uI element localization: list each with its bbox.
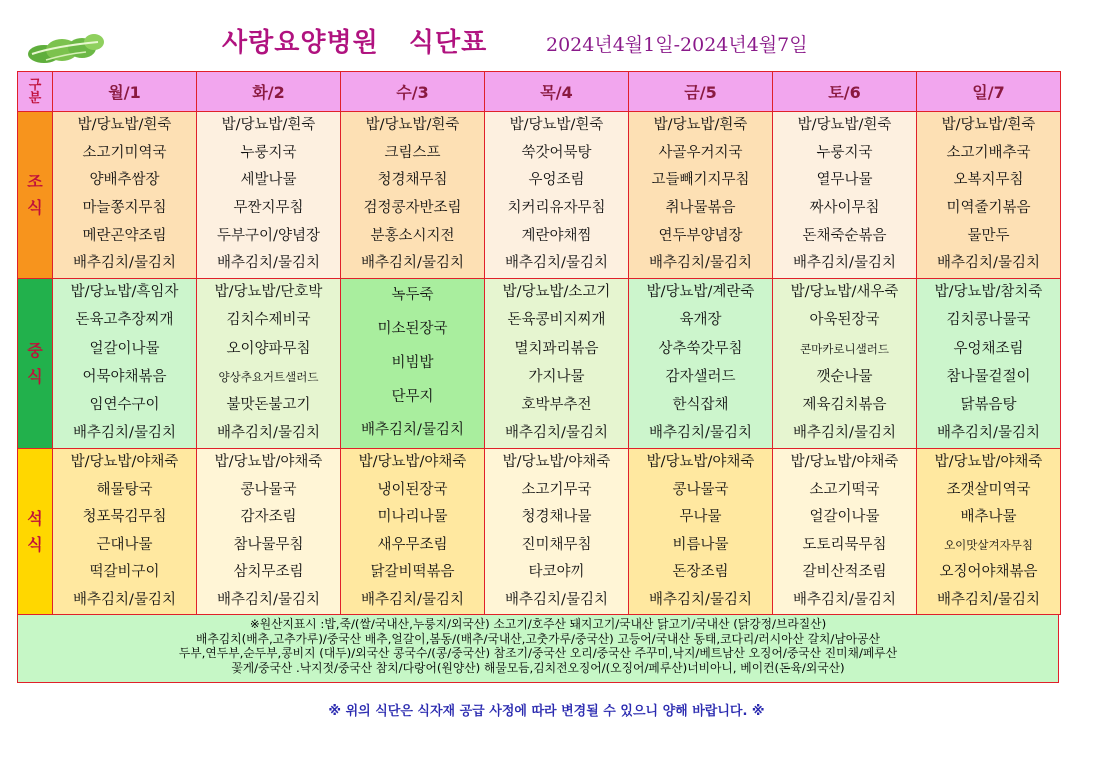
menu-item: 사골우거지국 (658, 144, 743, 161)
menu-item: 김치콩나물국 (946, 312, 1031, 329)
menu-cell (341, 449, 485, 615)
meal-row-dinner (18, 449, 1061, 615)
menu-cell (485, 279, 629, 449)
menu-item: 콘마카로니샐러드 (800, 341, 889, 356)
menu-item: 단무지 (391, 388, 434, 405)
menu-item: 삼치무조림 (233, 564, 304, 580)
menu-item: 계란야채찜 (521, 227, 592, 244)
menu-cell (917, 449, 1061, 615)
menu-item: 치커리유자무침 (507, 200, 606, 217)
menu-item: 감자조림 (240, 509, 297, 525)
menu-cell (53, 279, 197, 449)
menu-item: 도토리묵무침 (802, 536, 887, 553)
menu-item: 밥/당뇨밥/야채죽 (358, 454, 467, 470)
menu-item: 얼갈이나물 (809, 509, 880, 525)
menu-item: 배추김치/물김치 (793, 425, 896, 442)
meal-label-text: 석식 (27, 508, 43, 554)
menu-item: 닭볶음탕 (960, 396, 1017, 413)
menu-item: 미역줄기볶음 (946, 200, 1031, 217)
menu-item: 배추김치/물김치 (649, 425, 752, 442)
meal-row-lunch (18, 279, 1061, 449)
menu-item: 떡갈비구이 (89, 564, 160, 580)
menu-cell (917, 112, 1061, 279)
menu-item: 얼갈이나물 (89, 340, 160, 357)
menu-cell (197, 112, 341, 279)
menu-cell (629, 112, 773, 279)
day-header-sat: 토/6 (773, 72, 917, 112)
menu-item: 불맛돈불고기 (226, 396, 311, 413)
menu-cell (341, 112, 485, 279)
menu-item: 참나물무침 (233, 536, 304, 553)
menu-cell (197, 279, 341, 449)
menu-item: 우엉조림 (528, 172, 585, 189)
menu-item: 양상추요거트샐러드 (218, 369, 319, 384)
meal-label-lunch (18, 279, 53, 449)
menu-items (773, 449, 916, 614)
menu-items (773, 112, 916, 278)
menu-item: 배추김치/물김치 (937, 255, 1040, 272)
menu-item: 배추김치/물김치 (217, 255, 320, 272)
menu-item: 오이맛살겨자무침 (944, 537, 1033, 552)
menu-item: 밥/당뇨밥/흰죽 (941, 117, 1036, 134)
menu-item: 연두부양념장 (658, 227, 743, 244)
menu-item: 밥/당뇨밥/야채죽 (646, 454, 755, 470)
menu-item: 콩나물국 (240, 481, 297, 498)
menu-cell (197, 449, 341, 615)
menu-item: 쑥갓어묵탕 (521, 144, 592, 161)
menu-item: 돈육고추장찌개 (75, 312, 174, 329)
menu-item: 소고기배추국 (946, 144, 1031, 161)
menu-item: 오이양파무침 (226, 340, 311, 357)
menu-item: 배추김치/물김치 (73, 425, 176, 442)
menu-items (53, 112, 196, 278)
menu-item: 무짠지무침 (233, 200, 304, 217)
origin-note-line: 두부,연두부,순두부,콩비지 (대두)/외국산 콩국수/(콩/중국산) 참조기/중국산 오리/중국산 주꾸미,낙지/베트남산 오징어/중국산 진미채/페루산 (178, 646, 898, 660)
menu-cell (485, 112, 629, 279)
menu-item: 배추김치/물김치 (937, 591, 1040, 608)
day-header-tue: 화/2 (197, 72, 341, 112)
menu-item: 밥/당뇨밥/소고기 (502, 284, 611, 301)
menu-item: 배추김치/물김치 (649, 255, 752, 272)
menu-items (917, 112, 1060, 278)
menu-item: 돈채죽순볶음 (802, 227, 887, 244)
cabbage-logo-icon (26, 28, 106, 66)
menu-item: 갈비산적조림 (802, 564, 887, 580)
menu-item: 참나물겉절이 (946, 368, 1031, 385)
menu-items (629, 449, 772, 614)
menu-items (341, 279, 484, 448)
menu-item: 취나물볶음 (665, 200, 736, 217)
menu-items (53, 279, 196, 448)
menu-item: 밥/당뇨밥/야채죽 (70, 454, 179, 470)
menu-item: 콩나물국 (672, 481, 729, 498)
change-notice: ※ 위의 식단은 식자재 공급 사정에 따라 변경될 수 있으니 양해 바랍니다. ※ (328, 704, 765, 719)
menu-item: 배추김치/물김치 (217, 425, 320, 442)
menu-items (485, 449, 628, 614)
menu-item: 배추김치/물김치 (505, 591, 608, 608)
menu-items (629, 112, 772, 278)
menu-item: 배추김치/물김치 (793, 255, 896, 272)
menu-item: 밥/당뇨밥/흰죽 (653, 117, 748, 134)
menu-item: 분홍소시지전 (370, 227, 455, 244)
menu-cell (53, 449, 197, 615)
menu-item: 열무나물 (816, 172, 873, 189)
menu-item: 진미채무침 (521, 536, 592, 553)
menu-item: 호박부추전 (521, 396, 592, 413)
menu-item: 제육김치볶음 (802, 396, 887, 413)
menu-cell (629, 449, 773, 615)
menu-cell (629, 279, 773, 449)
menu-item: 배추김치/물김치 (793, 591, 896, 608)
menu-item: 밥/당뇨밥/계란죽 (646, 284, 755, 301)
menu-item: 김치수제비국 (226, 312, 311, 329)
menu-item: 무나물 (679, 509, 722, 525)
menu-cell (773, 112, 917, 279)
meal-label-breakfast (18, 112, 53, 279)
menu-items (485, 279, 628, 448)
menu-item: 배추김치/물김치 (361, 591, 464, 608)
menu-item: 밥/당뇨밥/흰죽 (797, 117, 892, 134)
menu-items (197, 112, 340, 278)
meal-label-text: 중식 (27, 340, 43, 386)
menu-item: 깻순나물 (816, 368, 873, 385)
menu-items (917, 449, 1060, 614)
day-header-row (18, 72, 1061, 112)
menu-item: 배추김치/물김치 (649, 591, 752, 608)
menu-item: 오징어야채볶음 (939, 564, 1038, 580)
menu-item: 배추김치/물김치 (73, 591, 176, 608)
meal-row-breakfast (18, 112, 1061, 279)
day-header-fri: 금/5 (629, 72, 773, 112)
menu-item: 감자샐러드 (665, 368, 736, 385)
menu-items (53, 449, 196, 614)
day-header-wed: 수/3 (341, 72, 485, 112)
menu-item: 밥/당뇨밥/흰죽 (77, 117, 172, 134)
menu-item: 밥/당뇨밥/흑임자 (70, 284, 179, 301)
menu-item: 청경채무침 (377, 172, 448, 189)
menu-item: 조갯살미역국 (946, 481, 1031, 498)
menu-item: 배추김치/물김치 (505, 425, 608, 442)
menu-item: 밥/당뇨밥/야채죽 (502, 454, 611, 470)
origin-note (17, 614, 1059, 683)
menu-item: 타코야끼 (528, 564, 585, 580)
menu-item: 가지나물 (528, 368, 585, 385)
day-header-thu: 목/4 (485, 72, 629, 112)
menu-item: 누룽지국 (240, 144, 297, 161)
origin-note-line: ※원산지표시 :밥,죽/(쌀/국내산,누룽지/외국산) 소고기/호주산 돼지고기/국내산 닭고기/국내산 (닭강정/브라질산) (249, 617, 827, 631)
menu-item: 임연수구이 (89, 396, 160, 413)
date-range: 2024년4월1일-2024년4월7일 (546, 34, 808, 56)
menu-item: 고들빼기지무침 (651, 172, 750, 189)
menu-item: 짜사이무침 (809, 200, 880, 217)
page-title: 사랑요양병원 식단표 (222, 28, 488, 58)
menu-item: 밥/당뇨밥/야채죽 (934, 454, 1043, 470)
menu-item: 미나리나물 (377, 509, 448, 525)
menu-cell (917, 279, 1061, 449)
menu-item: 해물탕국 (96, 481, 153, 498)
corner-label (18, 72, 53, 112)
menu-items (197, 449, 340, 614)
menu-cell (773, 449, 917, 615)
corner-label-text: 구분 (28, 77, 42, 106)
menu-item: 닭갈비떡볶음 (370, 564, 455, 580)
menu-item: 밥/당뇨밥/흰죽 (365, 117, 460, 134)
menu-item: 아욱된장국 (809, 312, 880, 329)
menu-item: 돈육콩비지찌개 (507, 312, 606, 329)
menu-item: 밥/당뇨밥/참치죽 (934, 284, 1043, 301)
menu-item: 근대나물 (96, 536, 153, 553)
menu-items (341, 449, 484, 614)
menu-item: 양배추쌈장 (89, 172, 160, 189)
menu-item: 냉이된장국 (377, 481, 448, 498)
menu-cell (773, 279, 917, 449)
menu-item: 멸치꽈리볶음 (514, 340, 599, 357)
menu-item: 소고기미역국 (82, 144, 167, 161)
origin-note-line: 배추김치(배추,고추가루)/중국산 배추,얼갈이,봄동/(배추/국내산,고춧가루/중국산) 고등어/국내산 동태,코다리/러시아산 갈치/남아공산 (196, 631, 880, 646)
meal-label-text: 조식 (27, 172, 43, 217)
menu-item: 밥/당뇨밥/야채죽 (790, 454, 899, 470)
menu-item: 미소된장국 (377, 320, 448, 337)
menu-item: 비빔밥 (391, 354, 434, 371)
menu-item: 누룽지국 (816, 144, 873, 161)
menu-items (341, 112, 484, 278)
menu-items (773, 279, 916, 448)
menu-item: 비름나물 (672, 536, 729, 553)
menu-item: 크림스프 (384, 144, 441, 161)
menu-item: 한식잡채 (672, 396, 729, 413)
menu-item: 배추김치/물김치 (937, 425, 1040, 442)
menu-items (197, 279, 340, 448)
menu-item: 마늘쫑지무침 (82, 200, 167, 217)
menu-item: 소고기무국 (521, 481, 592, 498)
menu-item: 돈장조림 (672, 564, 729, 580)
menu-cell (53, 112, 197, 279)
menu-item: 배추김치/물김치 (361, 422, 464, 439)
menu-item: 오복지무침 (953, 172, 1024, 189)
menu-item: 청경채나물 (521, 509, 592, 525)
menu-item: 검정콩자반조림 (363, 200, 462, 217)
menu-item: 밥/당뇨밥/야채죽 (214, 454, 323, 470)
menu-item: 메란곤약조림 (82, 227, 167, 244)
menu-item: 소고기떡국 (809, 481, 880, 498)
menu-item: 배추나물 (960, 509, 1017, 525)
menu-item: 두부구이/양념장 (217, 227, 320, 244)
day-header-sun: 일/7 (917, 72, 1061, 112)
menu-items (917, 279, 1060, 448)
menu-item: 상추쑥갓무침 (658, 340, 743, 357)
meal-table (17, 71, 1061, 615)
menu-item: 밥/당뇨밥/단호박 (214, 284, 323, 301)
menu-cell (485, 449, 629, 615)
meal-label-dinner (18, 449, 53, 615)
menu-item: 녹두죽 (391, 287, 434, 304)
menu-items (485, 112, 628, 278)
menu-items (629, 279, 772, 448)
menu-item: 육개장 (679, 312, 722, 329)
menu-item: 새우무조림 (377, 536, 448, 553)
menu-item: 세발나물 (240, 172, 297, 189)
day-header-mon: 월/1 (53, 72, 197, 112)
menu-item: 밥/당뇨밥/흰죽 (509, 117, 604, 134)
menu-item: 청포묵김무침 (82, 509, 167, 525)
menu-item: 배추김치/물김치 (73, 255, 176, 272)
menu-item: 배추김치/물김치 (217, 591, 320, 608)
menu-item: 배추김치/물김치 (361, 255, 464, 272)
menu-item: 우엉채조림 (953, 340, 1024, 357)
menu-item: 배추김치/물김치 (505, 255, 608, 272)
page-header (0, 0, 1093, 70)
menu-cell (341, 279, 485, 449)
origin-note-line: 꽃게/중국산 .낙지젓/중국산 참치/다랑어(원양산) 해물모듬,김치전오징어/(오징어/페루산)너비아니, 베이컨(돈육/외국산) (231, 660, 845, 675)
menu-item: 물만두 (967, 227, 1010, 244)
menu-item: 밥/당뇨밥/새우죽 (790, 284, 899, 301)
menu-item: 어묵야채볶음 (82, 368, 167, 385)
menu-item: 밥/당뇨밥/흰죽 (221, 117, 316, 134)
